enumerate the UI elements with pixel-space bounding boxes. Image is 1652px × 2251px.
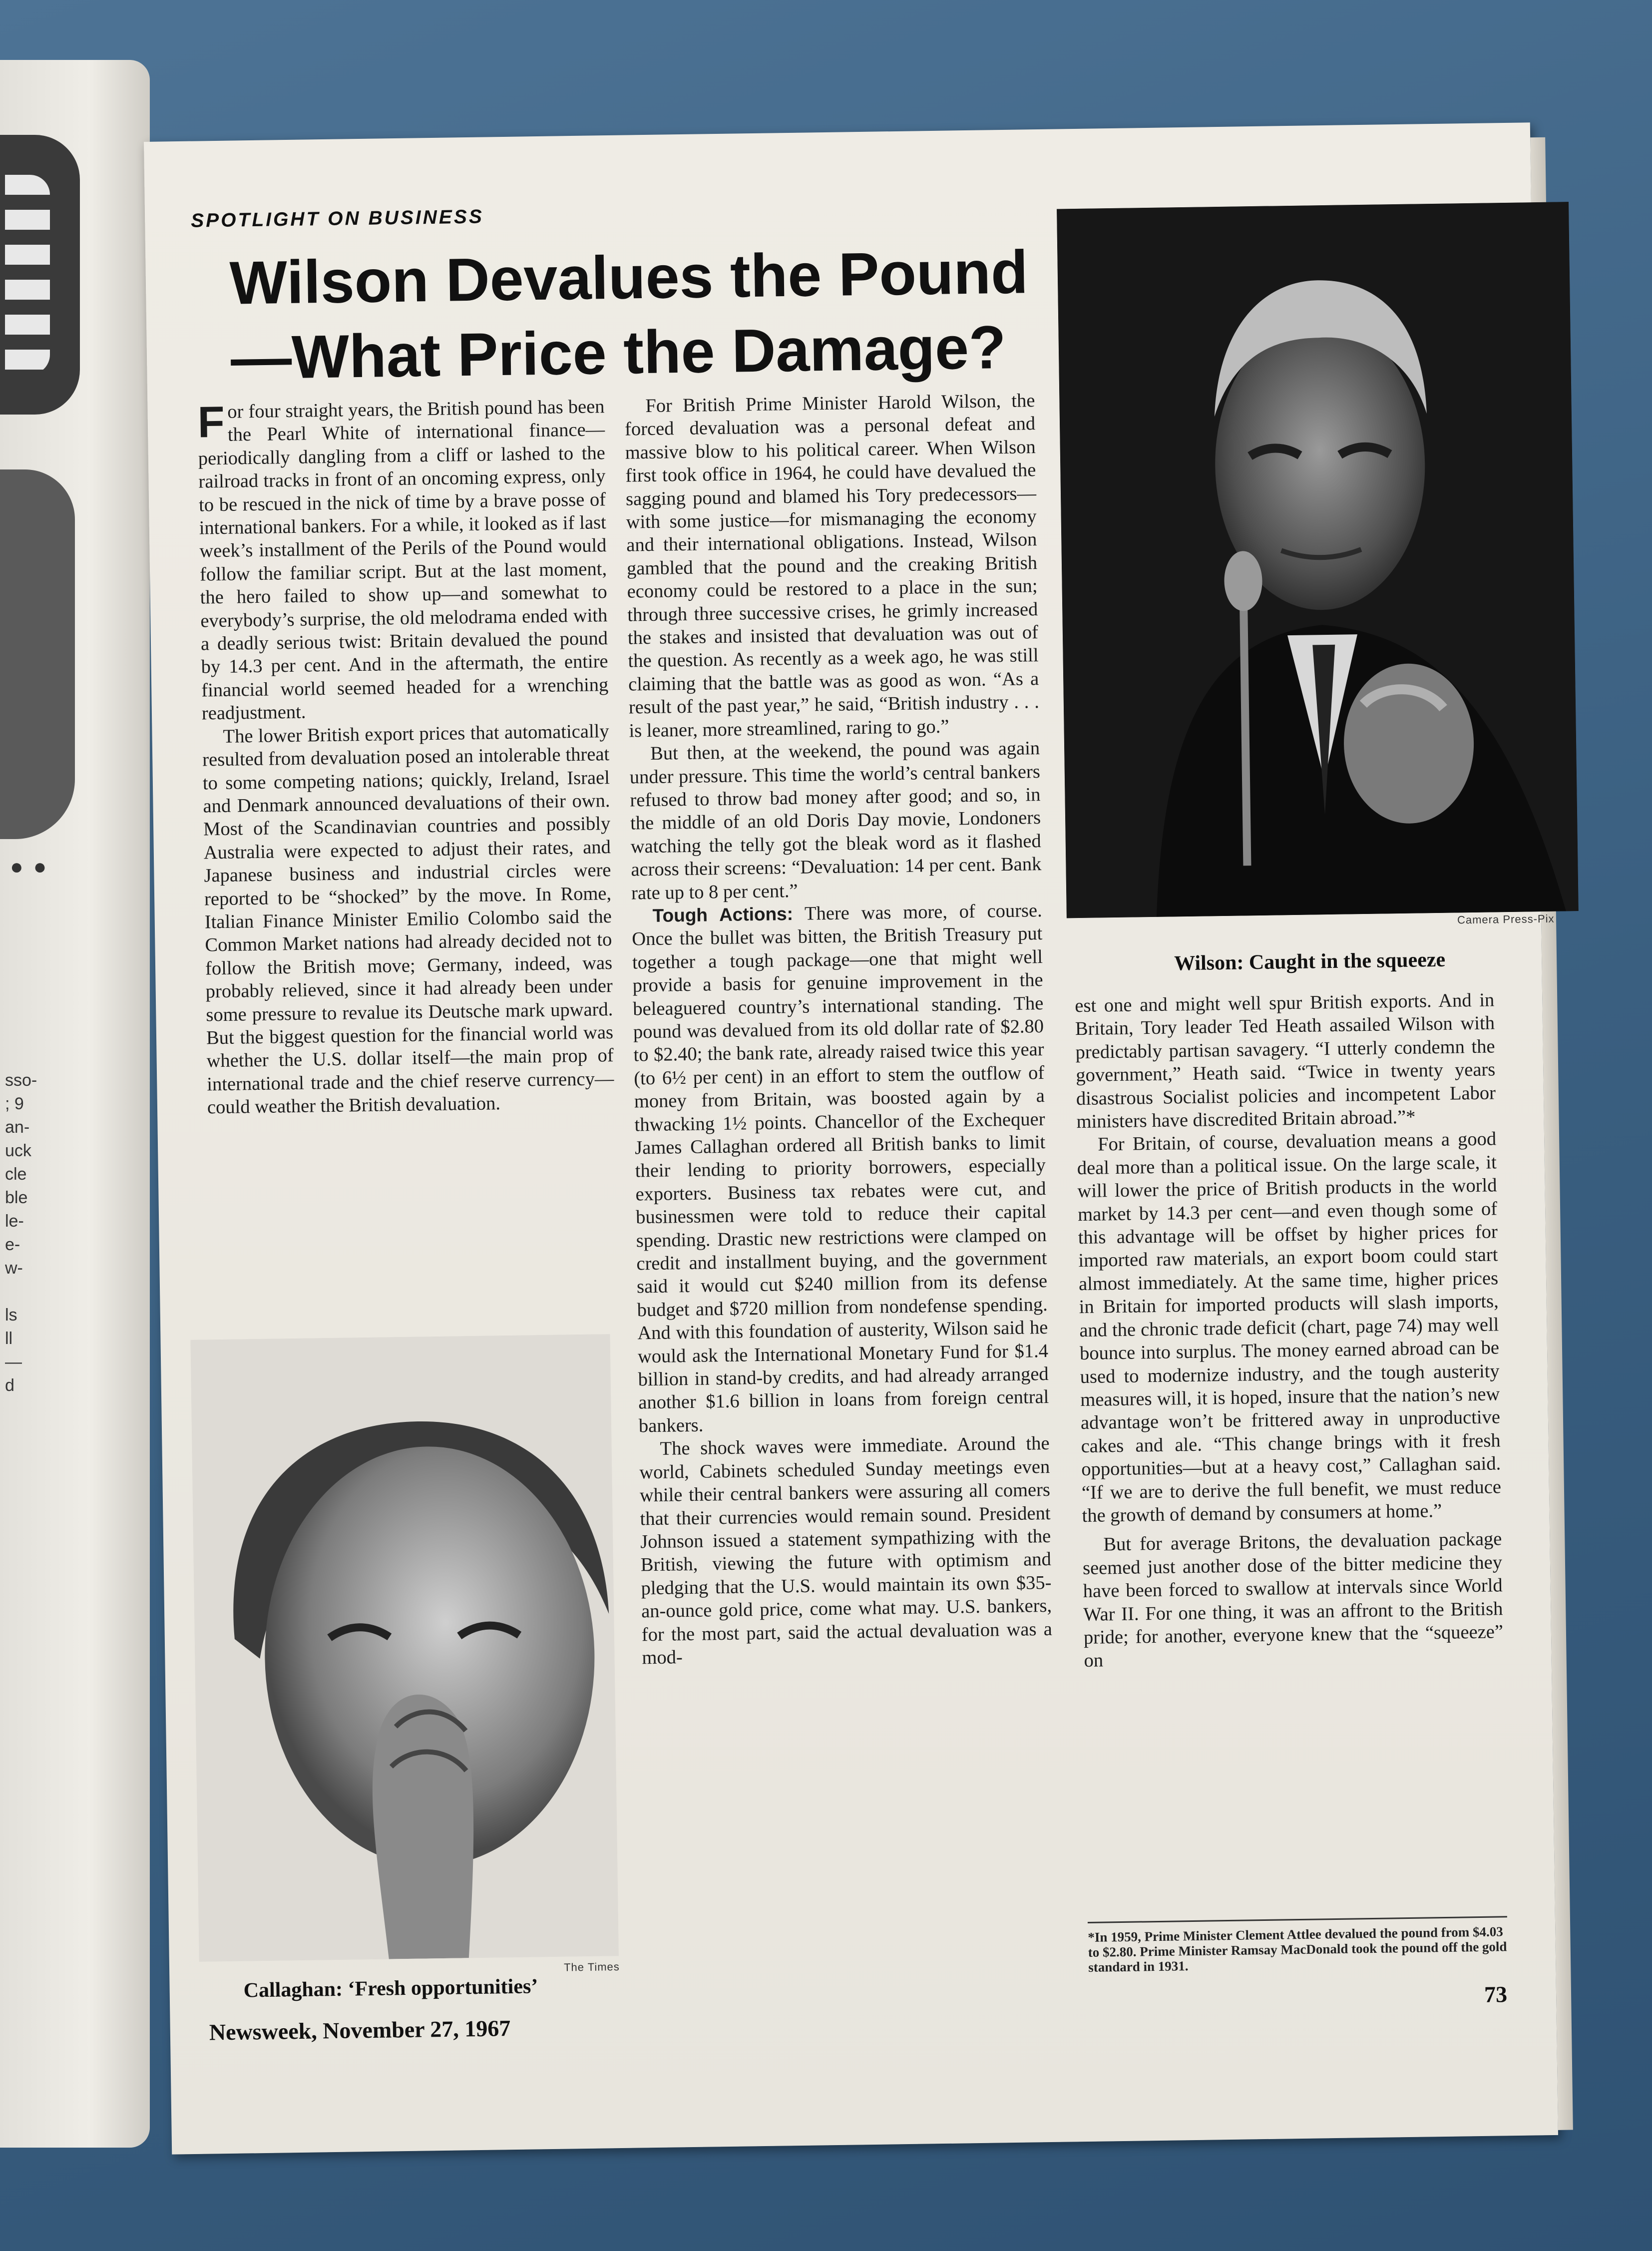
headline	[229, 235, 1029, 395]
photo-credit-top: Camera Press-Pix	[1457, 912, 1555, 926]
footnote: *In 1959, Prime Minister Clement Attlee devalued the pound from $4.03 to $2.80. Prime Minister Ramsay MacDonald took the pound off the gold standard in 1931.	[1088, 1924, 1507, 1975]
facing-fragment: ble	[5, 1188, 28, 1207]
paragraph: The lower British export prices that automatically resulted from devaluation posed an intolerable threat to some competing nations; quickly, Ireland, Israel and Denmark announced devaluations of their own. Most of the Scandinavian countries and possibly Australia were expected to adjust their rates, and Japanese business and industrial circles were reported to be “shocked” by the move. In Rome, Italian Finance Minister Emilio Colombo said the Common Market nations had already decided not to follow the British move; Germany, indeed, was probably relieved, since it had already been under some pressure to revalue its Deutsche mark upward. But the biggest question for the financial world was whether the U.S. dollar itself—the main prop of international trade and the chief reserve currency—could weather the British devaluation.	[202, 720, 614, 1118]
facing-fragment: w-	[5, 1259, 23, 1278]
facing-fragment: —	[5, 1352, 22, 1371]
facing-fragment: e-	[5, 1235, 20, 1254]
subhead: Tough Actions:	[652, 903, 794, 926]
article-column-3	[1075, 988, 1504, 1672]
facing-fragment: d	[5, 1376, 14, 1395]
facing-fragment: ll	[5, 1329, 13, 1348]
facing-page-illustration-bottom	[0, 469, 75, 839]
headline-line-1: Wilson Devalues the Pound	[229, 238, 1029, 317]
photo-caption-top: Wilson: Caught in the squeeze	[1174, 948, 1446, 975]
paragraph: The shock waves were immediate. Around the world, Cabinets scheduled Sunday meetings even while their central bankers were assuring all comers that their currencies would remain sound. President Johnson issued a statement sympathizing with the British, viewing the future with optimism and pledging that the U.S. would maintain its own $35-an-ounce gold price, come what may. U.S. bankers, for the most part, said the actual devaluation was a mod-	[639, 1433, 1053, 1669]
page-number: 73	[1484, 1981, 1508, 2007]
photo-callaghan	[191, 1334, 619, 1962]
facing-fragment: le-	[5, 1212, 24, 1231]
paragraph: But then, at the weekend, the pound was again under pressure. This time the world’s central bankers refused to throw bad money after good; and so, in the middle of an old Doris Day movie, Londoners watching the telly got the bleak word as it flashed across their screens: “Devaluation: 14 per cent. Bank rate up to 8 per cent.”	[629, 738, 1042, 904]
callaghan-photo-illustration	[191, 1334, 619, 1962]
paragraph: est one and might well spur British exports. And in Britain, Tory leader Ted Heath assailed Wilson with predictably partisan savagery. “I utterly condemn the government,” Heath said. “Twice in twenty years disastrous Socialist policies and incompetent Labor ministers have discredited Britain abroad.”*	[1075, 989, 1496, 1133]
paragraph: For British Prime Minister Harold Wilson, the forced devaluation was a personal defeat and massive blow to his political career. When Wilson first took office in 1964, he could have devalued the sagging pound and blamed his Tory predecessors—with some justice—for mismanaging the economy and their international obligations. Instead, Wilson gambled that the pound and the creaking British economy could be restored to a place in the sun; through three successive crises, he grimly increased the stakes and insisted that devaluation was out of the question. As recently as a week ago, he was still claiming that the battle was as good as won. “As a result of the past year,” he said, “British industry . . . is leaner, more streamlined, raring to go.”	[624, 390, 1040, 742]
wilson-photo-illustration	[1057, 202, 1579, 918]
section-label: SPOTLIGHT ON BUSINESS	[190, 206, 484, 232]
paragraph: For Britain, of course, devaluation means a good deal more than a political issue. On the large scale, it will lower the price of British products in the world market by 14.3 per cent—and even though some of this advantage will be offset by higher prices for imported raw materials, an export boom could start almost immediately. At the same time, higher prices in Britain for imported products will slash imports, and the chronic trade deficit (chart, page 74) may well bounce into surplus. The money earned abroad can be used to modernize industry, and the tough austerity measures will, it is hoped, insure that the nation’s new advantage won’t be frittered away in unproductive cakes and ale. “This change brings with it fresh opportunities—but at a heavy cost,” Callaghan said. “If we are to derive the full benefit, we must reduce the growth of demand by consumers at home.”	[1077, 1128, 1502, 1526]
facing-page-illustration-top	[0, 135, 80, 415]
facing-page-text-fragments	[5, 1069, 40, 1397]
article-column-2	[624, 389, 1053, 1670]
paragraph-text: There was more, of course. Once the bullet was bitten, the British Treasury put together a tough package—one that might well provide a basis for genuine improvement in the beleaguered country’s international standing. The pound was devalued from its old dollar rate of $2.80 to $2.40; the bank rate, already raised twice this year (to 6½ per cent) in an effort to stem the outflow of money from Britain, was boosted again by a thwacking 1½ points. Chancellor of the Exchequer James Callaghan ordered all British banks to limit their lending to priority borrowers, especially exporters. Business tax rebates were cut, and businessmen were told to reduce their capital spending. Drastic new restrictions were clamped on credit and installment buying, and the government said it would cut $240 million from its defense budget and $720 million from nondefense spending. And with this foundation of austerity, Wilson said he would ask the International Monetary Fund for $1.4 billion in stand-by credits, and had already arranged another $1.6 billion in loans from foreign central bankers.	[632, 900, 1049, 1437]
facing-fragment: ; 9	[5, 1094, 24, 1113]
facing-fragment: ls	[5, 1306, 17, 1325]
article-column-1	[197, 395, 614, 1119]
facing-fragment: uck	[5, 1141, 31, 1160]
paragraph	[197, 395, 609, 725]
facing-fragment: an-	[5, 1118, 30, 1137]
headline-line-2: —What Price the Damage?	[230, 313, 1007, 392]
photo-credit-bottom: The Times	[563, 1960, 620, 1974]
paragraph-text: or four straight years, the British pound has been the Pearl White of international finance—periodically dangling from a cliff or lashed to the railroad tracks in front of an oncoming express, only to be rescued in the nick of time by a brave posse of international bankers. For a while, it looked as if last week’s installment of the Perils of the Pound would follow the familiar script. But at the last moment, the hero failed to show up—and somewhat to everybody’s surprise, the old melodrama ended with a deadly serious twist: Britain devalued the pound by 14.3 per cent. And in the aftermath, the entire financial world seemed headed for a wrenching readjustment.	[198, 396, 609, 724]
issue-footer: Newsweek, November 27, 1967	[209, 2015, 511, 2045]
magazine-page	[144, 122, 1558, 2154]
facing-page-dots: ●●	[10, 855, 57, 879]
drop-cap: F	[197, 397, 225, 447]
photo-caption-bottom: Callaghan: ‘Fresh opportunities’	[243, 1975, 538, 2002]
photo-wilson	[1057, 202, 1579, 918]
footnote-rule	[1088, 1916, 1507, 1923]
paragraph: But for average Britons, the devaluation package seemed just another dose of the bitter medicine they have been forced to swallow at intervals since World War II. For one thing, it was an affront to the British pride; for another, everyone knew that the “squeeze” on	[1082, 1528, 1504, 1672]
facing-fragment	[5, 1280, 40, 1304]
facing-page	[0, 60, 150, 2148]
facing-fragment: sso-	[5, 1071, 37, 1090]
facing-fragment: cle	[5, 1165, 27, 1184]
paragraph	[631, 899, 1049, 1438]
